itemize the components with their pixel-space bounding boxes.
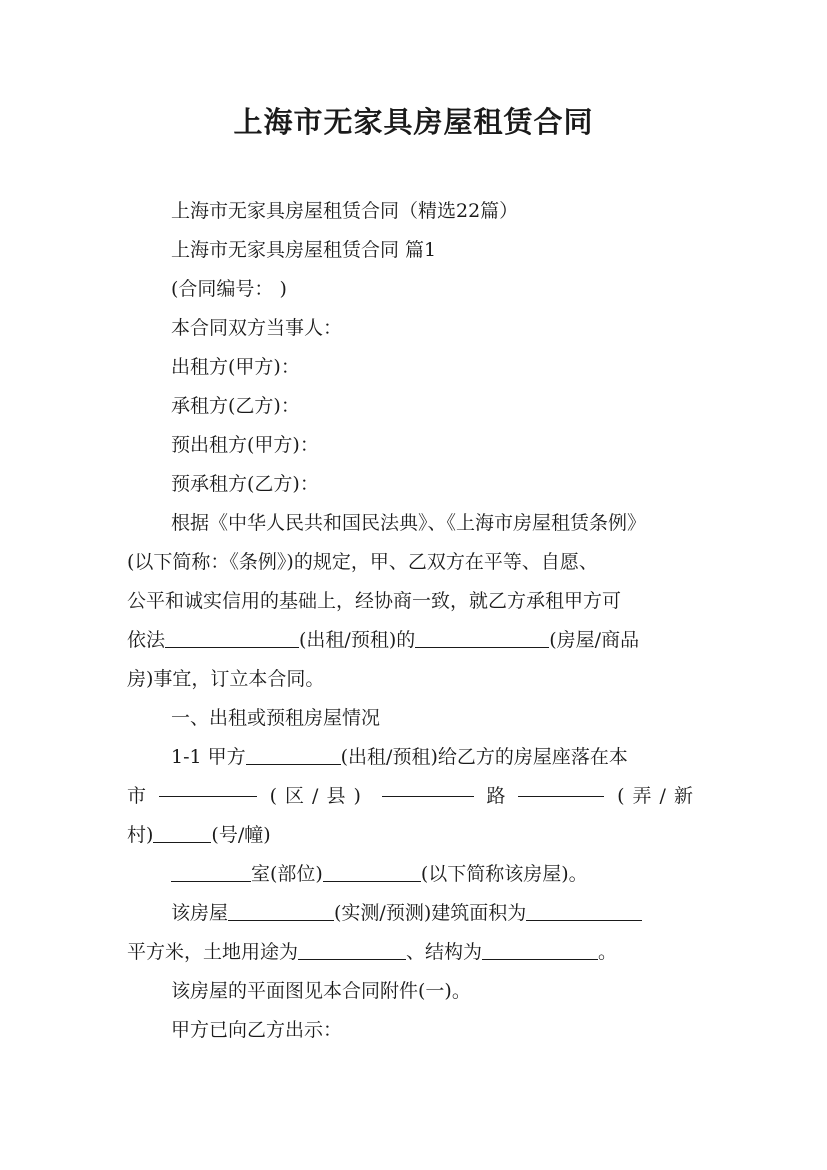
basis-text-a: 依法 <box>127 629 166 651</box>
clause-text: 村) <box>127 824 154 846</box>
clause-text: (实测/预测)建筑面积为 <box>334 902 527 924</box>
clause-text: 室(部位) <box>251 863 323 885</box>
parties-heading: 本合同双方当事人： <box>171 317 343 339</box>
basis-line-2: (以下简称：《条例》)的规定，甲、乙双方在平等、自愿、 <box>127 551 598 573</box>
blank-field <box>246 745 341 765</box>
clause-text: (号/幢) <box>211 824 271 846</box>
blank-field <box>171 862 251 882</box>
clause-1-1-line-3 <box>127 816 701 855</box>
basis-line-3: 公平和诚实信用的基础上，经协商一致，就乙方承租甲方可 <box>127 590 622 612</box>
blank-field <box>526 901 642 921</box>
shown-line: 甲方已向乙方出示： <box>171 1019 343 1041</box>
clause-text: 1-1 甲方 <box>171 746 246 768</box>
area-line-2 <box>127 933 701 972</box>
blank-field <box>298 940 406 960</box>
area-paragraph <box>127 894 701 972</box>
clause-text: 。 <box>598 941 618 963</box>
basis-line-1: 根据《中华人民共和国民法典》、《上海市房屋租赁条例》 <box>171 512 647 534</box>
subtitle-line: 上海市无家具房屋租赁合同（精选22篇） <box>171 200 519 222</box>
blank-field <box>382 777 474 797</box>
clause-text: (以下简称该房屋)。 <box>420 863 588 885</box>
contract-number: (合同编号： ) <box>171 278 287 300</box>
document-body <box>127 192 701 1050</box>
document-title: 上海市无家具房屋租赁合同 <box>233 105 594 139</box>
clause-text: 路 <box>486 785 506 807</box>
clause-text: 、结构为 <box>406 941 483 963</box>
area-line-1 <box>127 894 701 933</box>
section-1-heading: 一、出租或预租房屋情况 <box>171 707 381 729</box>
blank-field <box>415 628 549 648</box>
clause-text: (出租/预租)给乙方的房屋座落在本 <box>340 746 628 768</box>
basis-text-c: (房屋/商品 <box>549 629 640 651</box>
clause-text: (弄/新 <box>617 785 701 807</box>
clause-text: 市 <box>127 785 147 807</box>
blank-field <box>482 940 598 960</box>
clause-1-1-line-4 <box>127 855 701 894</box>
floor-plan-line: 该房屋的平面图见本合同附件(一)。 <box>171 980 471 1002</box>
clause-text: 该房屋 <box>171 902 229 924</box>
pre-lessee-line: 预承租方(乙方)： <box>171 473 319 495</box>
clause-text: 平方米，土地用途为 <box>127 941 299 963</box>
blank-field <box>165 628 299 648</box>
blank-field <box>228 901 334 921</box>
blank-field <box>323 862 421 882</box>
clause-1-1-line-1 <box>127 738 701 777</box>
lessor-line: 出租方(甲方)： <box>171 356 300 378</box>
basis-text-b: (出租/预租)的 <box>299 629 416 651</box>
clause-text: (区/县) <box>269 785 369 807</box>
blank-field <box>153 823 211 843</box>
basis-line-4 <box>127 621 701 660</box>
chapter-heading: 上海市无家具房屋租赁合同 篇1 <box>171 239 437 261</box>
blank-field <box>159 777 257 797</box>
lessee-line: 承租方(乙方)： <box>171 395 300 417</box>
clause-1-1 <box>127 738 701 894</box>
blank-field <box>518 777 604 797</box>
legal-basis-paragraph <box>127 504 701 699</box>
clause-1-1-line-2 <box>127 777 701 816</box>
basis-line-5: 房)事宜，订立本合同。 <box>127 668 325 690</box>
pre-lessor-line: 预出租方(甲方)： <box>171 434 319 456</box>
